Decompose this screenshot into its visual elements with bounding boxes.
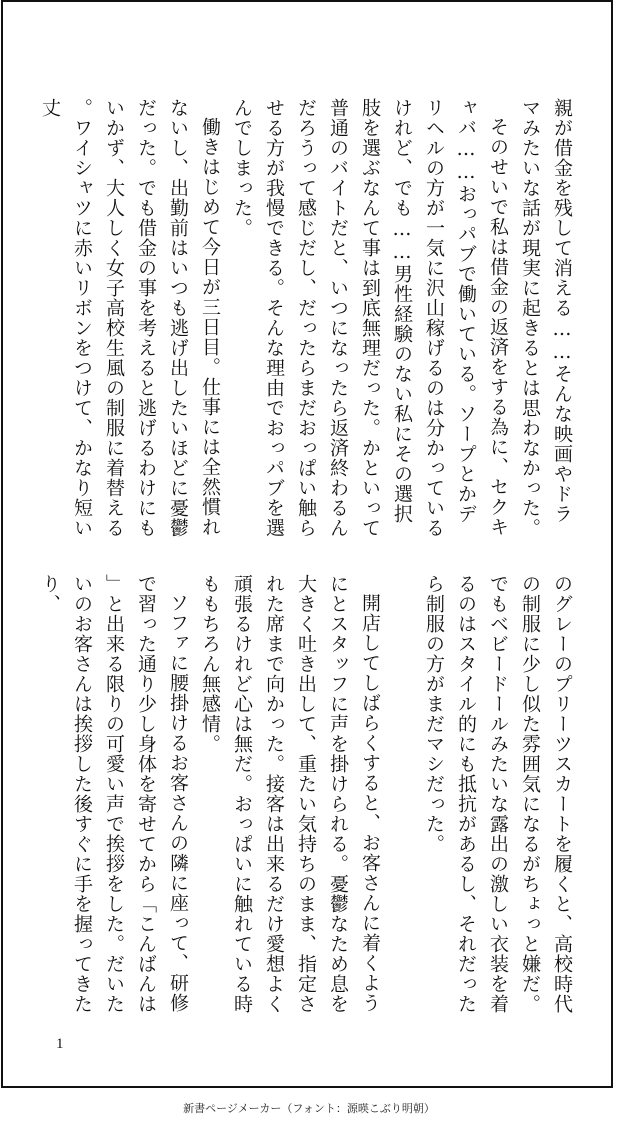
paragraph: そのせいで私は借金の返済をする為に、セクキャバ……おっパブで働いている。ソープとかデリヘルの方が一気に沢山稼げるのは分かっているけれど、でも……男性経験のない私にその選択肢を選ぶなんて事は到底無理だった。かといって普通のバイトだと、いつになったら返済終わるんだろうって感じだし、だったらまだおっぱい触らせる方が我慢できる。そんな理由でおっパブを選んでしまった。	[231, 98, 509, 538]
paragraph: ソファに腰掛けるお客さんの隣に座って、研修で習った通り少し身体を寄せてから「こんばんは」と出来る限りの可愛い声で挨拶をした。だいたいのお客さんは挨拶した後すぐに手を握ってきたり、	[39, 574, 189, 1014]
blank-line	[386, 574, 418, 1014]
paragraph: 開店してしばらくすると、お客さんに着くようにとスタッフに声を掛けられる。憂鬱なため息を大きく吐き出して、重たい気持ちのまま、指定された席まで向かった。接客は出来るだけ愛想よく頑張るけれど心は無だ。おっぱいに触れている時ももちろん無感情。	[199, 574, 381, 1014]
footer-caption: 新書ページメーカー（フォント：源暎こぶり明朝）	[183, 1102, 435, 1115]
paragraph: 親が借金を残して消える……そんな映画やドラマみたいな話が現実に起きるとは思わなかった。	[519, 98, 573, 538]
page-number: 1	[56, 1036, 64, 1052]
paragraph: 働きはじめて今日が三日目。仕事には全然慣れないし、出勤前はいつも逃げ出したいほどに憂鬱だった。でも借金の事を考えると逃げるわけにもいかず、大人しく女子高校生風の制服に着替える。ワイシャツに赤いリボンをつけて、かなり短い丈	[39, 98, 221, 538]
lower-text-block	[39, 574, 578, 1014]
upper-text-block	[39, 98, 578, 538]
paragraph: のグレーのプリーツスカートを履くと、高校時代の制服に少し似た雰囲気になるがちょっと嫌だ。でもベビードールみたいな露出の激しい衣装を着るのはスタイル的にも抵抗があるし、それだったら制服の方がまだマシだった。	[423, 574, 573, 1014]
